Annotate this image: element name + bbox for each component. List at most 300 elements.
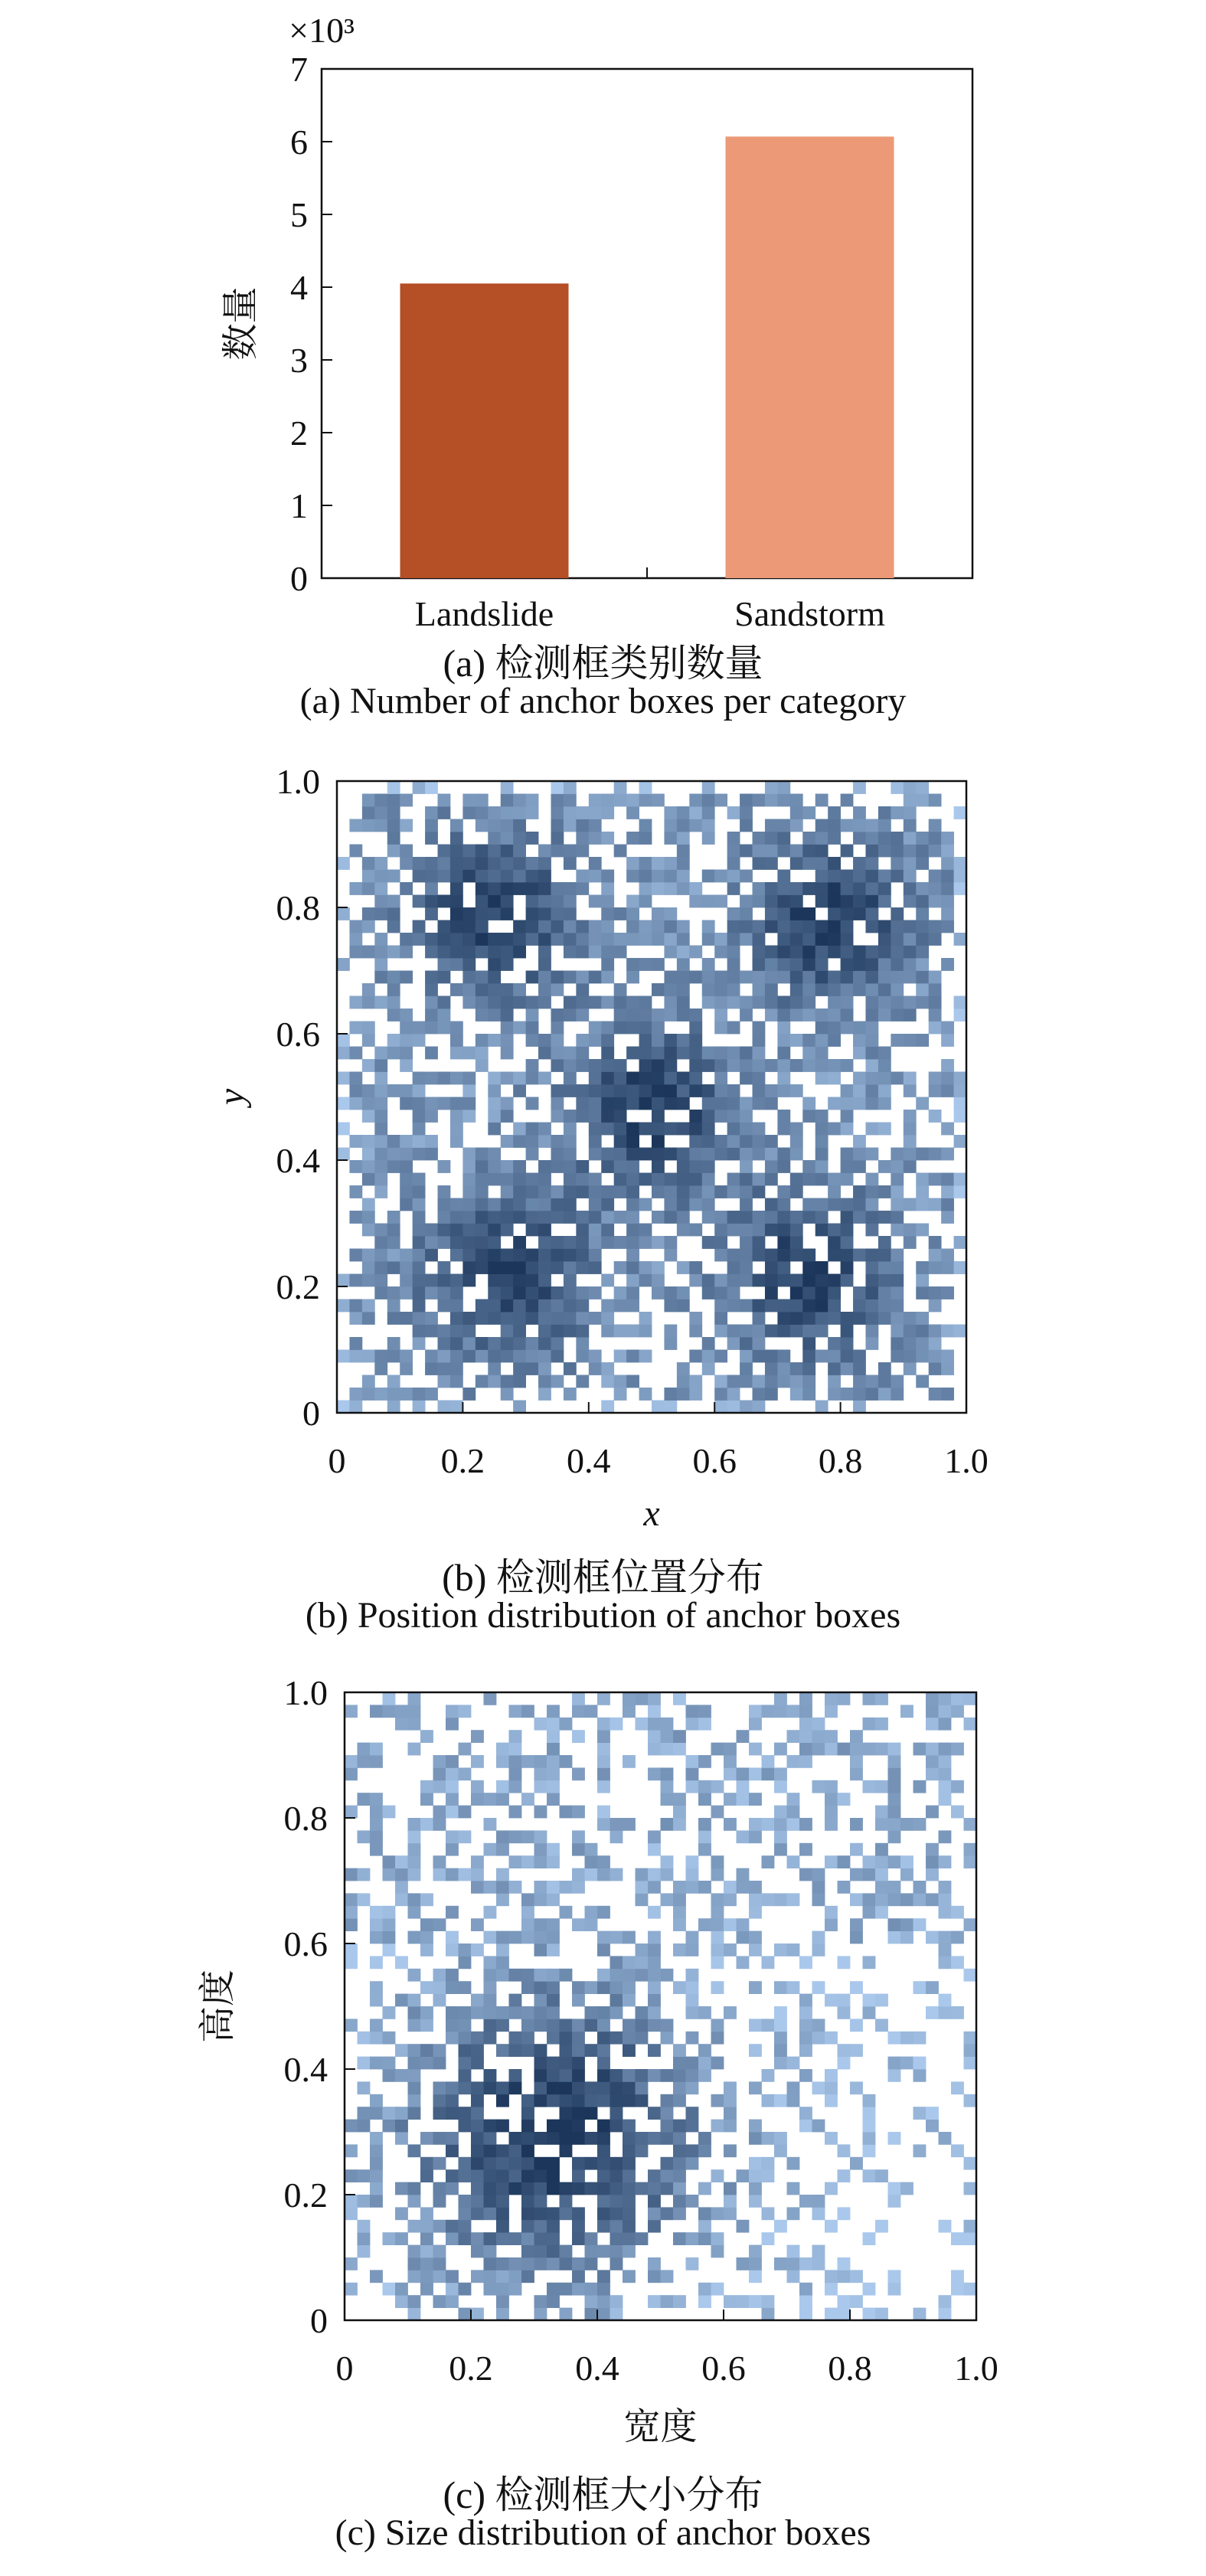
heatmap-cell xyxy=(850,2044,863,2057)
heatmap-cell xyxy=(939,2295,952,2308)
heatmap-cell xyxy=(484,1956,497,1969)
heatmap-cell xyxy=(576,1249,589,1262)
heatmap-cell xyxy=(349,1185,362,1198)
heatmap-cell xyxy=(476,857,489,870)
heatmap-cell xyxy=(753,895,766,908)
heatmap-cell xyxy=(724,1755,737,1768)
heatmap-cell xyxy=(597,1718,610,1731)
heatmap-cell xyxy=(400,794,413,807)
heatmap-cell xyxy=(395,2232,408,2245)
heatmap-cell xyxy=(702,1337,715,1350)
heatmap-cell xyxy=(623,2245,636,2258)
heatmap-cell xyxy=(589,870,602,883)
heatmap-cell xyxy=(564,1261,577,1274)
heatmap-cell xyxy=(878,1047,891,1060)
heatmap-cell xyxy=(488,1034,501,1047)
heatmap-cell xyxy=(689,1325,702,1338)
heatmap-cell xyxy=(689,882,702,895)
heatmap-cell xyxy=(446,1755,459,1768)
heatmap-cell xyxy=(677,1198,690,1211)
heatmap-cell xyxy=(534,2220,547,2233)
heatmap-cell xyxy=(400,1185,413,1198)
heatmap-cell xyxy=(686,1718,699,1731)
heatmap-cell xyxy=(916,971,929,984)
heatmap-cell xyxy=(476,1350,489,1363)
heatmap-cell xyxy=(863,1956,876,1969)
heatmap-cell xyxy=(828,1185,841,1198)
heatmap-cell xyxy=(400,1022,413,1035)
heatmap-cell xyxy=(926,1843,939,1856)
heatmap-cell xyxy=(462,1325,476,1338)
heatmap-cell xyxy=(702,983,715,996)
heatmap-cell xyxy=(951,1743,964,1756)
heatmap-cell xyxy=(828,870,841,883)
heatmap-cell xyxy=(623,2094,636,2107)
heatmap-cell xyxy=(601,1097,614,1110)
heatmap-cell xyxy=(383,2283,396,2296)
heatmap-cell xyxy=(802,920,815,933)
heatmap-cell xyxy=(534,1830,547,1843)
heatmap-cell xyxy=(702,819,715,832)
heatmap-cell xyxy=(677,1299,690,1313)
heatmap-cell xyxy=(496,2232,509,2245)
heatmap-cell xyxy=(954,1110,967,1123)
heatmap-cell xyxy=(362,1375,375,1388)
heatmap-cell xyxy=(737,2220,750,2233)
heatmap-cell xyxy=(853,907,866,920)
heatmap-cell xyxy=(521,1969,534,1982)
heatmap-cell xyxy=(913,1918,927,1931)
heatmap-cell xyxy=(572,2283,585,2296)
heatmap-cell xyxy=(850,1868,863,1881)
heatmap-cell xyxy=(714,1059,727,1072)
heatmap-cell xyxy=(777,971,790,984)
heatmap-cell xyxy=(939,2308,952,2321)
heatmap-cell xyxy=(661,1780,674,1793)
heatmap-cell xyxy=(358,1830,371,1843)
heatmap-cell xyxy=(815,1072,829,1085)
heatmap-cell xyxy=(387,845,400,858)
heatmap-cell xyxy=(891,806,904,819)
heatmap-cell xyxy=(941,1072,954,1085)
heatmap-cell xyxy=(828,996,841,1009)
heatmap-cell xyxy=(878,1008,891,1022)
heatmap-cell xyxy=(838,1994,851,2007)
heatmap-cell xyxy=(614,1097,627,1110)
heatmap-cell xyxy=(564,1274,577,1287)
heatmap-cell xyxy=(812,1893,825,1906)
heatmap-cell xyxy=(349,819,362,832)
heatmap-cell xyxy=(471,2081,484,2094)
heatmap-cell xyxy=(462,971,476,984)
heatmap-cell xyxy=(727,1135,740,1148)
heatmap-cell xyxy=(501,1022,514,1035)
heatmap-cell xyxy=(863,1868,876,1881)
heatmap-cell xyxy=(597,2132,610,2145)
heatmap-cell xyxy=(484,1981,497,1994)
heatmap-cell xyxy=(724,2144,737,2157)
heatmap-cell xyxy=(496,2120,509,2133)
heatmap-cell xyxy=(714,996,727,1009)
heatmap-cell xyxy=(420,2283,433,2296)
heatmap-cell xyxy=(358,1793,371,1806)
heatmap-cell xyxy=(828,1350,841,1363)
heatmap-cell xyxy=(362,1388,375,1401)
heatmap-cell xyxy=(597,1780,610,1793)
heatmap-cell xyxy=(954,882,967,895)
heatmap-cell xyxy=(727,1148,740,1161)
heatmap-cell xyxy=(686,2107,699,2120)
heatmap-cell xyxy=(724,1767,737,1780)
heatmap-cell xyxy=(714,1286,727,1299)
heatmap-cell xyxy=(476,1337,489,1350)
heatmap-cell xyxy=(488,806,501,819)
heatmap-cell xyxy=(878,1160,891,1173)
heatmap-cell xyxy=(954,933,967,946)
heatmap-cell xyxy=(841,1337,854,1350)
heatmap-cell xyxy=(878,1249,891,1262)
heatmap-cell xyxy=(345,2283,358,2296)
heatmap-cell xyxy=(652,1286,665,1299)
heatmap-cell xyxy=(438,933,451,946)
heatmap-cell xyxy=(850,1893,863,1906)
heatmap-cell xyxy=(828,1008,841,1022)
heatmap-cell xyxy=(471,1868,484,1881)
heatmap-cell xyxy=(560,2245,573,2258)
heatmap-cell xyxy=(337,1097,350,1110)
heatmap-cell xyxy=(626,1350,639,1363)
heatmap-cell xyxy=(345,1806,358,1819)
heatmap-cell xyxy=(636,2132,649,2145)
heatmap-cell xyxy=(765,1097,778,1110)
heatmap-cell xyxy=(853,1362,866,1375)
heatmap-cell xyxy=(865,1325,878,1338)
heatmap-cell xyxy=(387,1261,400,1274)
heatmap-cell xyxy=(564,1084,577,1097)
heatmap-cell xyxy=(370,1931,383,1944)
heatmap-cell xyxy=(408,1969,421,1982)
heatmap-cell xyxy=(639,882,652,895)
heatmap-cell xyxy=(664,1211,677,1224)
heatmap-cell xyxy=(677,1123,690,1136)
heatmap-cell xyxy=(589,895,602,908)
heatmap-cell xyxy=(765,1084,778,1097)
heatmap-cell xyxy=(891,1185,904,1198)
heatmap-cell xyxy=(777,907,790,920)
heatmap-cell xyxy=(484,2019,497,2032)
heatmap-cell xyxy=(614,1236,627,1249)
heatmap-cell xyxy=(790,958,803,971)
heatmap-cell xyxy=(362,1350,375,1363)
heatmap-cell xyxy=(765,1274,778,1287)
heatmap-cell xyxy=(878,1097,891,1110)
heatmap-cell xyxy=(673,2207,686,2220)
heatmap-cell xyxy=(387,1401,400,1414)
heatmap-cell xyxy=(370,1743,383,1756)
heatmap-cell xyxy=(711,2032,724,2045)
heatmap-cell xyxy=(838,1793,851,1806)
heatmap-cell xyxy=(765,1325,778,1338)
heatmap-cell xyxy=(626,1224,639,1237)
heatmap-cell xyxy=(450,857,463,870)
heatmap-cell xyxy=(509,2157,522,2170)
heatmap-cell xyxy=(652,1236,665,1249)
heatmap-cell xyxy=(362,1022,375,1035)
heatmap-cell xyxy=(488,1375,501,1388)
heatmap-cell xyxy=(702,1362,715,1375)
heatmap-cell xyxy=(790,1286,803,1299)
heatmap-cell xyxy=(534,2157,547,2170)
heatmap-cell xyxy=(513,1022,526,1035)
heatmap-cell xyxy=(425,882,438,895)
heatmap-cell xyxy=(825,1994,838,2007)
heatmap-cell xyxy=(538,920,551,933)
heatmap-cell xyxy=(677,1173,690,1186)
heatmap-cell xyxy=(446,2107,459,2120)
heatmap-cell xyxy=(673,1793,686,1806)
heatmap-cell xyxy=(711,1981,724,1994)
heatmap-cell xyxy=(383,1692,396,1705)
heatmap-cell xyxy=(459,1705,472,1718)
heatmap-cell xyxy=(677,1072,690,1085)
heatmap-cell xyxy=(664,1034,677,1047)
heatmap-cell xyxy=(686,1705,699,1718)
heatmap-cell xyxy=(496,2182,509,2195)
heatmap-cell xyxy=(863,1718,876,1731)
heatmap-cell xyxy=(677,1362,690,1375)
heatmap-cell xyxy=(904,819,917,832)
heatmap-cell xyxy=(345,1943,358,1957)
heatmap-cell xyxy=(623,2232,636,2245)
heatmap-cell xyxy=(891,845,904,858)
heatmap-cell xyxy=(610,2094,623,2107)
heatmap-cell xyxy=(362,907,375,920)
heatmap-cell xyxy=(714,971,727,984)
heatmap-cell xyxy=(904,806,917,819)
heatmap-cell xyxy=(865,1261,878,1274)
heatmap-cell xyxy=(951,1956,964,1969)
heatmap-cell xyxy=(476,946,489,959)
heatmap-cell xyxy=(526,1286,539,1299)
heatmap-cell xyxy=(863,2144,876,2157)
heatmap-cell xyxy=(374,1261,387,1274)
heatmap-cell xyxy=(916,832,929,845)
heatmap-cell xyxy=(538,1299,551,1313)
heatmap-cell xyxy=(387,1008,400,1022)
heatmap-cell xyxy=(576,1236,589,1249)
heatmap-cell xyxy=(865,1224,878,1237)
heatmap-cell xyxy=(964,1918,977,1931)
heatmap-cell xyxy=(664,1185,677,1198)
heatmap-cell xyxy=(904,1160,917,1173)
heatmap-cell xyxy=(526,1059,539,1072)
heatmap-cell xyxy=(459,1981,472,1994)
heatmap-cell xyxy=(501,1173,514,1186)
heatmap-cell xyxy=(673,1881,686,1894)
heatmap-cell xyxy=(395,2207,408,2220)
heatmap-cell xyxy=(538,882,551,895)
heatmap-cell xyxy=(686,1943,699,1957)
heatmap-cell xyxy=(383,1931,396,1944)
heatmap-cell xyxy=(450,1350,463,1363)
heatmap-cell xyxy=(891,1211,904,1224)
heatmap-cell xyxy=(825,1793,838,1806)
heatmap-cell xyxy=(661,2207,674,2220)
heatmap-cell xyxy=(413,1173,426,1186)
heatmap-cell xyxy=(790,1236,803,1249)
heatmap-cell xyxy=(446,1981,459,1994)
heatmap-cell xyxy=(815,1401,829,1414)
heatmap-cell xyxy=(799,1718,812,1731)
heatmap-cell xyxy=(702,958,715,971)
heatmap-cell xyxy=(664,1008,677,1022)
heatmap-cell xyxy=(413,1097,426,1110)
heatmap-cell xyxy=(400,971,413,984)
heatmap-cell xyxy=(802,958,815,971)
heatmap-cell xyxy=(677,870,690,883)
heatmap-cell xyxy=(597,1931,610,1944)
heatmap-cell xyxy=(462,1350,476,1363)
heatmap-cell xyxy=(446,1931,459,1944)
heatmap-cell xyxy=(765,1375,778,1388)
heatmap-cell xyxy=(863,1893,876,1906)
heatmap-cell xyxy=(496,1830,509,1843)
heatmap-cell xyxy=(891,907,904,920)
heatmap-cell xyxy=(737,2295,750,2308)
heatmap-cell xyxy=(753,1375,766,1388)
heatmap-cell xyxy=(777,1211,790,1224)
heatmap-cell xyxy=(509,2182,522,2195)
heatmap-cell xyxy=(610,2182,623,2195)
heatmap-cell xyxy=(433,2132,446,2145)
heatmap-cell xyxy=(652,1173,665,1186)
caption-a-cn: (a) 检测框类别数量 xyxy=(443,642,763,685)
x-tick-label: 0 xyxy=(328,1441,346,1480)
heatmap-cell xyxy=(875,1692,888,1705)
heatmap-cell xyxy=(777,1249,790,1262)
heatmap-cell xyxy=(648,1692,661,1705)
y-tick-label: 0.2 xyxy=(276,1267,320,1306)
heatmap-cell xyxy=(476,1312,489,1325)
heatmap-cell xyxy=(501,794,514,807)
heatmap-cell xyxy=(433,2295,446,2308)
y-tick-label: 7 xyxy=(290,50,308,89)
heatmap-cell xyxy=(610,2295,623,2308)
heatmap-cell xyxy=(547,1793,560,1806)
x-tick-label: 1.0 xyxy=(944,1441,989,1480)
heatmap-cell xyxy=(462,1236,476,1249)
heatmap-cell xyxy=(941,870,954,883)
heatmap-cell xyxy=(420,2157,433,2170)
heatmap-cell xyxy=(939,1692,952,1705)
heatmap-cell xyxy=(900,1818,913,1831)
heatmap-cell xyxy=(626,1160,639,1173)
heatmap-cell xyxy=(513,870,526,883)
x-tick-label: Sandstorm xyxy=(734,594,885,633)
heatmap-cell xyxy=(774,1767,787,1780)
heatmap-cell xyxy=(400,1084,413,1097)
heatmap-cell xyxy=(521,1793,534,1806)
heatmap-cell xyxy=(446,1806,459,1819)
heatmap-cell xyxy=(891,996,904,1009)
heatmap-cell xyxy=(802,1375,815,1388)
heatmap-cell xyxy=(610,2257,623,2270)
heatmap-cell xyxy=(863,2094,876,2107)
heatmap-cell xyxy=(560,2057,573,2070)
heatmap-cell xyxy=(891,920,904,933)
heatmap-cell xyxy=(484,2169,497,2182)
heatmap-cell xyxy=(420,1931,433,1944)
heatmap-cell xyxy=(509,2044,522,2057)
heatmap-cell xyxy=(652,1008,665,1022)
heatmap-cell xyxy=(878,845,891,858)
heatmap-cell xyxy=(433,1868,446,1881)
heatmap-cell xyxy=(383,1906,396,1919)
heatmap-cell xyxy=(459,2308,472,2321)
heatmap-cell xyxy=(358,2057,371,2070)
heatmap-cell xyxy=(576,1375,589,1388)
heatmap-cell xyxy=(362,1224,375,1237)
heatmap-cell xyxy=(689,794,702,807)
heatmap-cell xyxy=(471,1994,484,2007)
heatmap-cell xyxy=(383,2006,396,2019)
heatmap-cell xyxy=(689,1110,702,1123)
heatmap-cell xyxy=(677,983,690,996)
heatmap-cell xyxy=(787,1705,800,1718)
heatmap-cell xyxy=(799,2308,812,2321)
heatmap-cell xyxy=(702,1084,715,1097)
heatmap-cell xyxy=(802,1249,815,1262)
heatmap-cell xyxy=(471,1881,484,1894)
heatmap-cell xyxy=(425,1047,438,1060)
heatmap-cell xyxy=(724,1793,737,1806)
heatmap-cell xyxy=(841,895,854,908)
heatmap-cell xyxy=(534,1780,547,1793)
heatmap-cell xyxy=(714,1008,727,1022)
heatmap-cell xyxy=(459,2232,472,2245)
heatmap-cell xyxy=(572,2120,585,2133)
heatmap-cell xyxy=(564,1198,577,1211)
heatmap-cell xyxy=(664,1286,677,1299)
heatmap-cell xyxy=(564,857,577,870)
heatmap-cell xyxy=(501,1198,514,1211)
heatmap-cell xyxy=(610,2232,623,2245)
heatmap-cell xyxy=(572,2107,585,2120)
heatmap-cell xyxy=(471,2132,484,2145)
heatmap-cell xyxy=(433,1855,446,1868)
heatmap-cell xyxy=(526,1148,539,1161)
y-tick-label: 0.2 xyxy=(283,2176,328,2215)
heatmap-cell xyxy=(825,1918,838,1931)
heatmap-cell xyxy=(787,1730,800,1743)
heatmap-cell xyxy=(749,2044,762,2057)
heatmap-cell xyxy=(850,1918,863,1931)
heatmap-cell xyxy=(534,1855,547,1868)
heatmap-cell xyxy=(425,907,438,920)
heatmap-cell xyxy=(496,2044,509,2057)
heatmap-cell xyxy=(802,1261,815,1274)
heatmap-cell xyxy=(740,819,753,832)
heatmap-cell xyxy=(425,1362,438,1375)
heatmap-cell xyxy=(450,832,463,845)
heatmap-cell xyxy=(841,1160,854,1173)
heatmap-cell xyxy=(564,971,577,984)
heatmap-cell xyxy=(521,2144,534,2157)
heatmap-cell xyxy=(777,845,790,858)
heatmap-cell xyxy=(383,2069,396,2082)
heatmap-cell xyxy=(951,1906,964,1919)
heatmap-cell xyxy=(601,1299,614,1313)
